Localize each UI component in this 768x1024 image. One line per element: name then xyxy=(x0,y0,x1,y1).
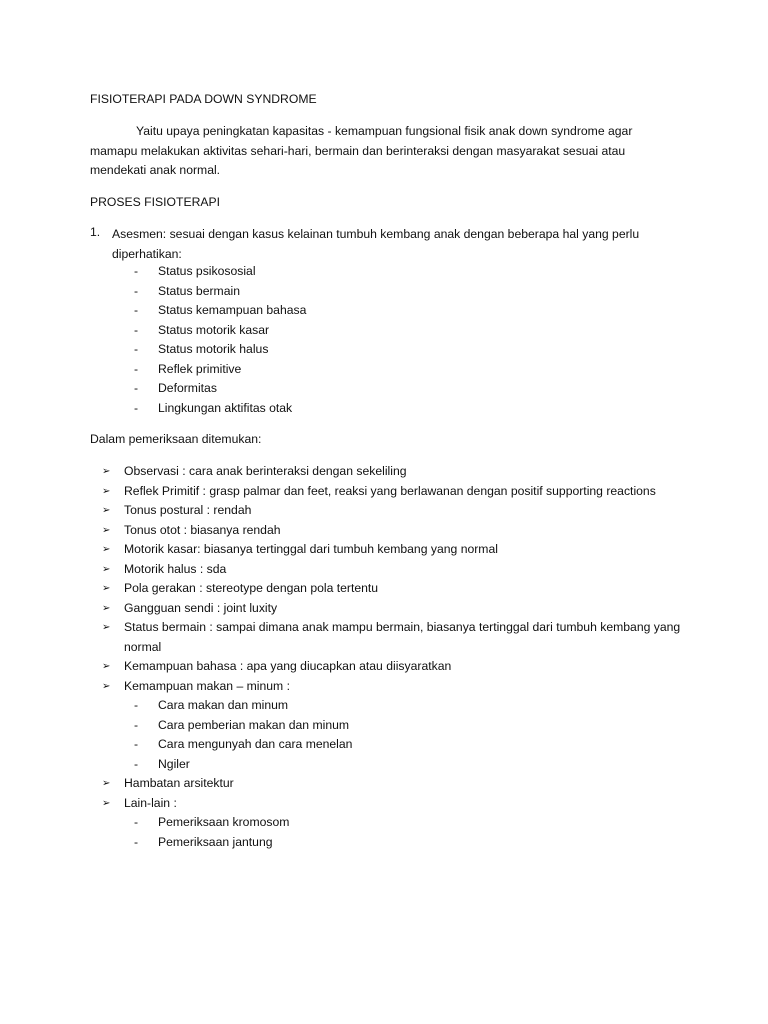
document-title: FISIOTERAPI PADA DOWN SYNDROME xyxy=(90,92,317,106)
finding-text: Tonus postural : rendah xyxy=(124,503,252,517)
dash-marker: - xyxy=(134,834,139,849)
finding-text: Observasi : cara anak berinteraksi dengan sekeliling xyxy=(124,464,407,478)
arrow-bullet-icon: ➢ xyxy=(102,583,111,594)
dash-item-text: Cara pemberian makan dan minum xyxy=(158,717,350,732)
finding-item xyxy=(102,657,702,677)
dash-list-item xyxy=(134,696,702,716)
finding-text: Pola gerakan : stereotype dengan pola tertentu xyxy=(124,581,379,595)
arrow-bullet-icon: ➢ xyxy=(102,524,111,536)
dash-marker: - xyxy=(134,737,139,751)
finding-item xyxy=(102,618,702,657)
finding-text: Reflek Primitif : grasp palmar dan feet, reaksi yang berlawanan dengan positif supporting reactions xyxy=(124,483,656,498)
dash-list-item xyxy=(134,833,702,853)
finding-text: Gangguan sendi : joint luxity xyxy=(124,600,278,615)
finding-text: Motorik kasar: biasanya tertinggal dari tumbuh kembang yang normal xyxy=(124,542,498,556)
dash-item-text: Lingkungan aktifitas otak xyxy=(158,400,293,415)
arrow-bullet-icon: ➢ xyxy=(102,485,111,497)
arrow-bullet-icon: ➢ xyxy=(102,563,111,575)
finding-item xyxy=(102,521,702,541)
finding-text: Hambatan arsitektur xyxy=(124,776,234,790)
finding-item xyxy=(102,560,702,580)
arrow-bullet-icon: ➢ xyxy=(102,622,111,633)
dash-item-text: Deformitas xyxy=(158,381,217,395)
numbered-item-1 xyxy=(90,225,690,264)
dash-list-item xyxy=(134,755,702,775)
dash-item-text: Status motorik kasar xyxy=(158,322,270,337)
finding-item xyxy=(102,774,702,794)
arrow-bullet-icon: ➢ xyxy=(102,797,111,809)
arrow-bullet-icon: ➢ xyxy=(102,778,111,789)
finding-item xyxy=(102,794,702,814)
dash-marker: - xyxy=(134,303,139,317)
dash-marker: - xyxy=(134,698,139,712)
finding-item xyxy=(102,677,702,697)
eating-sublist xyxy=(134,696,702,774)
finding-text: Status bermain : sampai dimana anak mampu bermain, biasanya tertinggal dari tumbuh kembang yang normal xyxy=(124,620,681,654)
dash-item-text: Cara mengunyah dan cara menelan xyxy=(158,737,353,751)
dash-list-item xyxy=(134,716,702,736)
dash-item-text: Reflek primitive xyxy=(158,361,242,376)
dash-marker: - xyxy=(134,815,139,829)
finding-text: Kemampuan makan – minum : xyxy=(124,678,290,693)
finding-text: Lain-lain : xyxy=(124,795,177,810)
dash-list-item xyxy=(134,735,702,755)
arrow-bullet-icon: ➢ xyxy=(102,661,111,672)
dash-item-text: Pemeriksaan kromosom xyxy=(158,815,290,829)
arrow-bullet-icon: ➢ xyxy=(102,602,111,614)
dash-item-text: Pemeriksaan jantung xyxy=(158,834,273,849)
section-heading: PROSES FISIOTERAPI xyxy=(90,195,221,209)
intro-text: Yaitu upaya peningkatan kapasitas - kemampuan fungsional fisik anak down syndrome agar mamapu melakukan aktivitas sehari-hari, bermain dan berinteraksi dengan masyarakat sesuai atau mendekati anak normal. xyxy=(90,124,633,177)
item-text: Asesmen: sesuai dengan kasus kelainan tumbuh kembang anak dengan beberapa hal yang perlu diperhatikan: xyxy=(112,227,640,261)
other-sublist xyxy=(134,813,702,852)
dash-marker: - xyxy=(134,264,139,278)
finding-item xyxy=(102,540,702,560)
findings-heading: Dalam pemeriksaan ditemukan: xyxy=(90,432,262,446)
finding-text: Kemampuan bahasa : apa yang diucapkan atau diisyaratkan xyxy=(124,659,452,673)
arrow-bullet-icon: ➢ xyxy=(102,505,111,516)
finding-item xyxy=(102,501,702,521)
arrow-bullet-icon: ➢ xyxy=(102,544,111,555)
finding-item xyxy=(102,599,702,619)
dash-marker: - xyxy=(134,342,139,356)
arrow-bullet-icon: ➢ xyxy=(102,680,111,692)
dash-marker: - xyxy=(134,283,139,298)
dash-marker: - xyxy=(134,717,139,732)
dash-item-text: Ngiler xyxy=(158,756,190,771)
finding-item xyxy=(102,462,702,482)
dash-item-text: Status psikososial xyxy=(158,264,256,278)
dash-marker: - xyxy=(134,361,139,376)
findings-list xyxy=(102,462,702,852)
dash-item-text: Cara makan dan minum xyxy=(158,698,289,712)
dash-marker: - xyxy=(134,381,139,395)
dash-marker: - xyxy=(134,400,139,415)
dash-item-text: Status bermain xyxy=(158,283,240,298)
dash-item-text: Status kemampuan bahasa xyxy=(158,303,307,317)
dash-list-item xyxy=(134,813,702,833)
finding-item xyxy=(102,482,702,502)
finding-text: Motorik halus : sda xyxy=(124,561,227,576)
finding-item xyxy=(102,579,702,599)
dash-marker: - xyxy=(134,322,139,337)
item-number: 1. xyxy=(90,225,101,239)
arrow-bullet-icon: ➢ xyxy=(102,466,111,477)
dash-marker: - xyxy=(134,756,139,771)
finding-text: Tonus otot : biasanya rendah xyxy=(124,522,281,537)
dash-item-text: Status motorik halus xyxy=(158,342,269,356)
intro-paragraph xyxy=(90,122,680,181)
